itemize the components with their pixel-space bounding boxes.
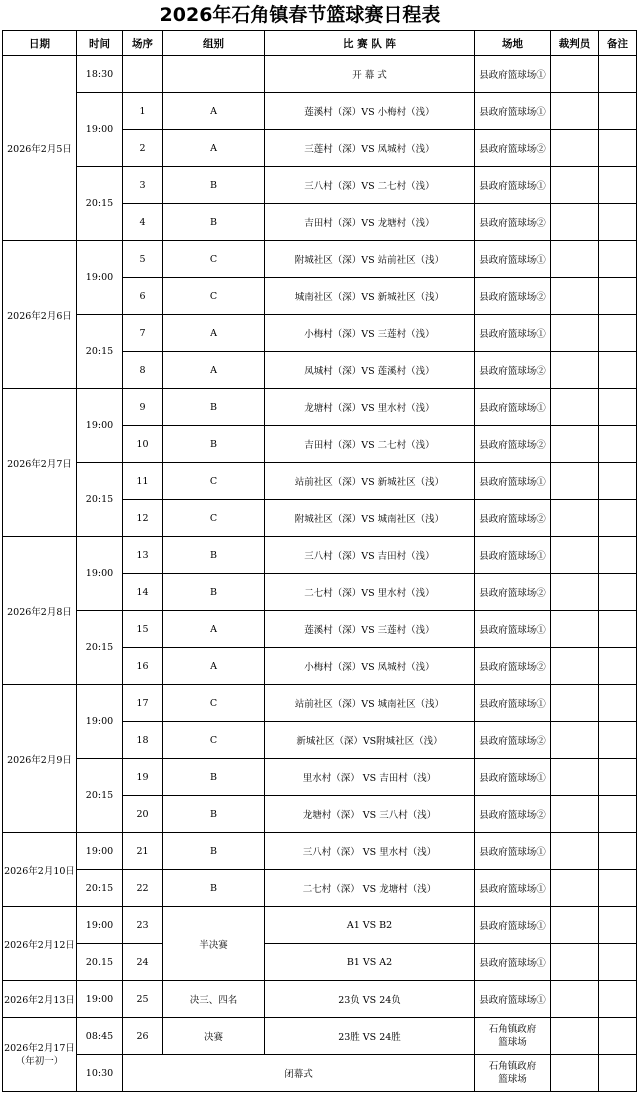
teams-cell: 小梅村（深）VS 三莲村（浅） — [265, 315, 475, 352]
referee-cell — [551, 981, 599, 1018]
referee-cell — [551, 426, 599, 463]
referee-cell — [551, 315, 599, 352]
match-no-cell: 17 — [123, 685, 163, 722]
teams-cell: 城南社区（深）VS 新城社区（浅） — [265, 278, 475, 315]
remarks-cell — [599, 130, 637, 167]
remarks-cell — [599, 93, 637, 130]
time-cell: 18:30 — [77, 56, 123, 93]
group-cell: A — [163, 130, 265, 167]
header-group: 组别 — [163, 31, 265, 56]
teams-cell: 小梅村（深）VS 凤城村（浅） — [265, 648, 475, 685]
teams-cell: 凤城村（深）VS 莲溪村（浅） — [265, 352, 475, 389]
table-row — [3, 167, 637, 204]
venue-cell: 县政府篮球场② — [475, 796, 551, 833]
teams-cell: B1 VS A2 — [265, 944, 475, 981]
referee-cell — [551, 241, 599, 278]
remarks-cell — [599, 648, 637, 685]
group-cell: A — [163, 93, 265, 130]
match-no-cell: 5 — [123, 241, 163, 278]
remarks-cell — [599, 759, 637, 796]
time-cell: 10:30 — [77, 1055, 123, 1092]
match-no-cell: 3 — [123, 167, 163, 204]
teams-cell: 站前社区（深）VS 城南社区（浅） — [265, 685, 475, 722]
referee-cell — [551, 611, 599, 648]
venue-line: 篮球场 — [498, 1074, 527, 1085]
remarks-cell — [599, 278, 637, 315]
match-no-cell: 6 — [123, 278, 163, 315]
teams-cell: 莲溪村（深）VS 小梅村（浅） — [265, 93, 475, 130]
referee-cell — [551, 759, 599, 796]
table-row — [3, 93, 637, 130]
teams-cell: 龙塘村（深）VS 里水村（浅） — [265, 389, 475, 426]
match-no-cell: 7 — [123, 315, 163, 352]
match-no-cell: 9 — [123, 389, 163, 426]
opening-ceremony-cell: 开 幕 式 — [265, 56, 475, 93]
referee-cell — [551, 204, 599, 241]
match-no-cell: 15 — [123, 611, 163, 648]
venue-cell: 县政府篮球场① — [475, 56, 551, 93]
teams-cell: 里水村（深） VS 吉田村（浅） — [265, 759, 475, 796]
date-cell: 2026年2月5日 — [3, 56, 77, 241]
table-row — [3, 1018, 637, 1055]
group-cell: C — [163, 463, 265, 500]
venue-cell: 县政府篮球场② — [475, 722, 551, 759]
teams-cell: 二七村（深） VS 龙塘村（浅） — [265, 870, 475, 907]
match-no-cell: 14 — [123, 574, 163, 611]
table-row — [3, 870, 637, 907]
remarks-cell — [599, 500, 637, 537]
referee-cell — [551, 833, 599, 870]
date-cell — [3, 1018, 77, 1092]
venue-cell: 县政府篮球场① — [475, 685, 551, 722]
header-time: 时间 — [77, 31, 123, 56]
referee-cell — [551, 167, 599, 204]
remarks-cell — [599, 241, 637, 278]
table-row — [3, 389, 637, 426]
header-match-no: 场序 — [123, 31, 163, 56]
date-text: 2026年2月17日 — [4, 1042, 75, 1054]
match-no-cell: 16 — [123, 648, 163, 685]
group-cell: B — [163, 426, 265, 463]
group-cell — [163, 56, 265, 93]
group-cell: 半决赛 — [163, 907, 265, 981]
venue-cell: 县政府篮球场② — [475, 352, 551, 389]
match-no-cell: 19 — [123, 759, 163, 796]
time-cell: 19:00 — [77, 389, 123, 463]
remarks-cell — [599, 870, 637, 907]
date-cell: 2026年2月12日 — [3, 907, 77, 981]
time-cell: 19:00 — [77, 981, 123, 1018]
referee-cell — [551, 463, 599, 500]
table-row — [3, 611, 637, 648]
table-row — [3, 1055, 637, 1092]
match-no-cell: 11 — [123, 463, 163, 500]
match-no-cell: 23 — [123, 907, 163, 944]
remarks-cell — [599, 944, 637, 981]
teams-cell: 附城社区（深）VS 站前社区（浅） — [265, 241, 475, 278]
group-cell: B — [163, 389, 265, 426]
referee-cell — [551, 130, 599, 167]
group-cell: 决赛 — [163, 1018, 265, 1055]
header-referee: 裁判员 — [551, 31, 599, 56]
teams-cell: 三八村（深）VS 吉田村（浅） — [265, 537, 475, 574]
referee-cell — [551, 722, 599, 759]
venue-cell: 县政府篮球场② — [475, 648, 551, 685]
header-teams: 比 赛 队 阵 — [265, 31, 475, 56]
group-cell: B — [163, 204, 265, 241]
match-no-cell: 26 — [123, 1018, 163, 1055]
table-row — [3, 981, 637, 1018]
page-title: 2026年石角镇春节篮球赛日程表 — [159, 4, 441, 26]
group-cell: B — [163, 167, 265, 204]
venue-cell: 县政府篮球场① — [475, 944, 551, 981]
time-cell: 19:00 — [77, 907, 123, 944]
venue-line: 篮球场 — [498, 1037, 527, 1048]
teams-cell: A1 VS B2 — [265, 907, 475, 944]
teams-cell: 站前社区（深）VS 新城社区（浅） — [265, 463, 475, 500]
teams-cell: 23负 VS 24负 — [265, 981, 475, 1018]
venue-cell: 县政府篮球场① — [475, 833, 551, 870]
date-cell: 2026年2月9日 — [3, 685, 77, 833]
table-row — [3, 537, 637, 574]
teams-cell: 新城社区（深）VS附城社区（浅） — [265, 722, 475, 759]
referee-cell — [551, 352, 599, 389]
venue-cell: 县政府篮球场① — [475, 907, 551, 944]
header-row — [3, 31, 637, 56]
match-no-cell: 18 — [123, 722, 163, 759]
match-no-cell: 22 — [123, 870, 163, 907]
referee-cell — [551, 870, 599, 907]
referee-cell — [551, 278, 599, 315]
table-row — [3, 685, 637, 722]
remarks-cell — [599, 574, 637, 611]
table-row — [3, 833, 637, 870]
date-cell: 2026年2月6日 — [3, 241, 77, 389]
referee-cell — [551, 648, 599, 685]
remarks-cell — [599, 389, 637, 426]
group-cell: B — [163, 759, 265, 796]
date-cell: 2026年2月10日 — [3, 833, 77, 907]
remarks-cell — [599, 796, 637, 833]
teams-cell: 吉田村（深）VS 龙塘村（浅） — [265, 204, 475, 241]
table-row — [3, 463, 637, 500]
match-no-cell: 10 — [123, 426, 163, 463]
venue-cell: 县政府篮球场② — [475, 426, 551, 463]
referee-cell — [551, 389, 599, 426]
remarks-cell — [599, 1018, 637, 1055]
group-cell: A — [163, 611, 265, 648]
venue-cell: 县政府篮球场① — [475, 611, 551, 648]
remarks-cell — [599, 315, 637, 352]
remarks-cell — [599, 56, 637, 93]
table-row — [3, 907, 637, 944]
group-cell: B — [163, 574, 265, 611]
group-cell: B — [163, 870, 265, 907]
group-cell: C — [163, 500, 265, 537]
teams-cell: 龙塘村（深） VS 三八村（浅） — [265, 796, 475, 833]
table-row — [3, 315, 637, 352]
referee-cell — [551, 93, 599, 130]
venue-cell: 县政府篮球场① — [475, 167, 551, 204]
schedule-table — [2, 30, 637, 1092]
date-cell: 2026年2月13日 — [3, 981, 77, 1018]
time-cell: 19:00 — [77, 537, 123, 611]
date-cell: 2026年2月7日 — [3, 389, 77, 537]
venue-cell: 县政府篮球场① — [475, 870, 551, 907]
table-row — [3, 241, 637, 278]
group-cell: A — [163, 648, 265, 685]
teams-cell: 三莲村（深）VS 凤城村（浅） — [265, 130, 475, 167]
venue-cell — [475, 1018, 551, 1055]
table-row — [3, 944, 637, 981]
time-cell: 20:15 — [77, 870, 123, 907]
remarks-cell — [599, 611, 637, 648]
group-cell: C — [163, 241, 265, 278]
venue-line: 石角镇政府 — [488, 1024, 537, 1035]
teams-cell: 附城社区（深）VS 城南社区（浅） — [265, 500, 475, 537]
referee-cell — [551, 944, 599, 981]
time-cell: 08:45 — [77, 1018, 123, 1055]
group-cell: A — [163, 352, 265, 389]
venue-line: 石角镇政府 — [488, 1061, 537, 1072]
match-no-cell: 20 — [123, 796, 163, 833]
time-cell: 20.15 — [77, 944, 123, 981]
remarks-cell — [599, 352, 637, 389]
group-cell: B — [163, 796, 265, 833]
remarks-cell — [599, 833, 637, 870]
match-no-cell: 12 — [123, 500, 163, 537]
remarks-cell — [599, 204, 637, 241]
referee-cell — [551, 1018, 599, 1055]
remarks-cell — [599, 426, 637, 463]
date-note: （年初一） — [15, 1055, 64, 1067]
referee-cell — [551, 796, 599, 833]
match-no-cell: 13 — [123, 537, 163, 574]
match-no-cell: 25 — [123, 981, 163, 1018]
time-cell: 19:00 — [77, 93, 123, 167]
match-no-cell: 24 — [123, 944, 163, 981]
remarks-cell — [599, 1055, 637, 1092]
remarks-cell — [599, 722, 637, 759]
teams-cell: 23胜 VS 24胜 — [265, 1018, 475, 1055]
table-row — [3, 759, 637, 796]
group-cell: C — [163, 722, 265, 759]
teams-cell: 三八村（深） VS 里水村（浅） — [265, 833, 475, 870]
header-remarks: 备注 — [599, 31, 637, 56]
teams-cell: 二七村（深）VS 里水村（浅） — [265, 574, 475, 611]
match-no-cell — [123, 56, 163, 93]
closing-ceremony-cell: 闭幕式 — [123, 1055, 475, 1092]
referee-cell — [551, 907, 599, 944]
group-cell: B — [163, 537, 265, 574]
time-cell: 20:15 — [77, 167, 123, 241]
time-cell: 20:15 — [77, 611, 123, 685]
venue-cell: 县政府篮球场② — [475, 574, 551, 611]
remarks-cell — [599, 537, 637, 574]
referee-cell — [551, 1055, 599, 1092]
group-cell: 决三、四名 — [163, 981, 265, 1018]
referee-cell — [551, 537, 599, 574]
group-cell: B — [163, 833, 265, 870]
venue-cell: 县政府篮球场② — [475, 130, 551, 167]
match-no-cell: 2 — [123, 130, 163, 167]
referee-cell — [551, 574, 599, 611]
table-row — [3, 56, 637, 93]
venue-cell: 县政府篮球场① — [475, 315, 551, 352]
time-cell: 20:15 — [77, 315, 123, 389]
time-cell: 19:00 — [77, 241, 123, 315]
venue-cell: 县政府篮球场① — [475, 981, 551, 1018]
time-cell: 19:00 — [77, 833, 123, 870]
time-cell: 20:15 — [77, 463, 123, 537]
venue-cell: 县政府篮球场① — [475, 759, 551, 796]
group-cell: C — [163, 685, 265, 722]
venue-cell: 县政府篮球场② — [475, 278, 551, 315]
venue-cell: 县政府篮球场① — [475, 389, 551, 426]
match-no-cell: 8 — [123, 352, 163, 389]
header-venue: 场地 — [475, 31, 551, 56]
remarks-cell — [599, 907, 637, 944]
remarks-cell — [599, 167, 637, 204]
referee-cell — [551, 500, 599, 537]
header-date: 日期 — [3, 31, 77, 56]
venue-cell: 县政府篮球场② — [475, 500, 551, 537]
remarks-cell — [599, 463, 637, 500]
venue-cell — [475, 1055, 551, 1092]
referee-cell — [551, 685, 599, 722]
date-cell: 2026年2月8日 — [3, 537, 77, 685]
teams-cell: 吉田村（深）VS 二七村（浅） — [265, 426, 475, 463]
venue-cell: 县政府篮球场① — [475, 537, 551, 574]
group-cell: C — [163, 278, 265, 315]
time-cell: 19:00 — [77, 685, 123, 759]
venue-cell: 县政府篮球场① — [475, 241, 551, 278]
remarks-cell — [599, 981, 637, 1018]
referee-cell — [551, 56, 599, 93]
venue-cell: 县政府篮球场① — [475, 463, 551, 500]
remarks-cell — [599, 685, 637, 722]
match-no-cell: 21 — [123, 833, 163, 870]
match-no-cell: 4 — [123, 204, 163, 241]
match-no-cell: 1 — [123, 93, 163, 130]
venue-cell: 县政府篮球场① — [475, 93, 551, 130]
group-cell: A — [163, 315, 265, 352]
venue-cell: 县政府篮球场② — [475, 204, 551, 241]
time-cell: 20:15 — [77, 759, 123, 833]
teams-cell: 三八村（深）VS 二七村（浅） — [265, 167, 475, 204]
teams-cell: 莲溪村（深）VS 三莲村（浅） — [265, 611, 475, 648]
